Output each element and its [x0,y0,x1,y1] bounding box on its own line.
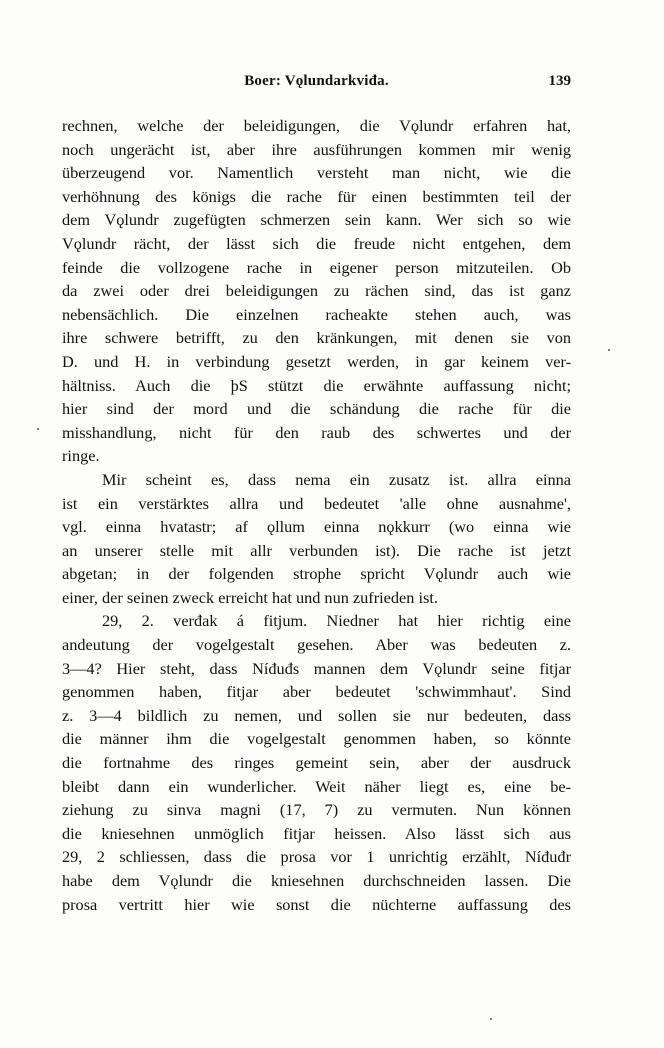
text-line: hier sind der mord und die schändung die rache für die [62,399,571,419]
paper-speck [37,428,39,430]
text-line: nebensächlich. Die einzelnen racheakte stehen auch, was [62,304,571,324]
text-line: Mir scheint es, dass nema ein zusatz ist. allra einna [102,469,571,489]
body-text [62,114,571,916]
text-line: die kniesehnen unmöglich fitjar heissen. Also lässt sich aus [62,823,571,843]
text-line: 29, 2. verđak á fitjum. Niedner hat hier richtig eine [102,611,571,631]
text-line: abgetan; in der folgenden strophe spricht Vǫlundr auch wie [62,564,571,584]
text-line: ihre schwere betrifft, zu den kränkungen, mit denen sie von [62,328,571,348]
text-line: 3—4? Hier steht, dass Níđuđs mannen dem Vǫlundr seine fitjar [62,658,571,678]
text-line: habe dem Vǫlundr die kniesehnen durchschneiden lassen. Die [62,871,571,890]
text-line: noch ungerächt ist, aber ihre ausführungen kommen mir wenig [62,139,571,159]
text-line: überzeugend vor. Namentlich versteht man nicht, wie die [62,163,571,183]
text-line: bleibt dann ein wunderlicher. Weit näher liegt es, eine be- [62,776,571,796]
text-line: andeutung der vogelgestalt gesehen. Aber was bedeuten z. [62,635,571,655]
text-line: z. 3—4 bildlich zu nemen, und sollen sie nur bedeuten, dass [62,705,571,725]
text-line: vgl. einna hvatastr; af ǫllum einna nǫkkurr (wo einna wie [62,517,571,537]
text-line: misshandlung, nicht für den raub des schwertes und der [62,422,571,442]
text-line: die männer ihm die vogelgestalt genommen haben, so könnte [62,729,571,749]
text-line: D. und H. in verbindung gesetzt werden, in gar keinem ver- [62,351,571,371]
text-line: 29, 2 schliessen, dass die prosa vor 1 unrichtig erzählt, Níđuđr [62,847,571,867]
text-line: genommen haben, fitjar aber bedeutet 'schwimmhaut'. Sind [62,682,571,702]
text-line: da zwei oder drei beleidigungen zu rächen sind, das ist ganz [62,281,571,301]
paper-speck [490,1018,492,1020]
text-line: an unserer stelle mit allr verbunden ist). Die rache ist jetzt [62,540,571,560]
text-line: einer, der seinen zweck erreicht hat und nun zufrieden ist. [62,587,438,607]
text-line: ziehung zu sinva magni (17, 7) zu vermuten. Nun können [62,800,571,820]
text-line: ist ein verstärktes allra und bedeutet 'alle ohne ausnahme', [62,493,571,513]
page-number: 139 [548,73,571,89]
text-line: feinde die vollzogene rache in eigener person mitzuteilen. Ob [62,257,571,277]
text-line: Vǫlundr rächt, der lässt sich die freude nicht entgehen, dem [62,233,571,253]
page-header [62,73,571,99]
text-line: rechnen, welche der beleidigungen, die Vǫlundr erfahren hat, [62,116,571,135]
text-line: ringe. [62,446,100,466]
text-line: hältniss. Auch die þS stützt die erwähnte auffassung nicht; [62,375,571,395]
text-line: verhöhnung des königs die rache für einen bestimmten teil der [62,186,571,206]
text-line: dem Vǫlundr zugefügten schmerzen sein kann. Wer sich so wie [62,210,571,230]
text-line: prosa vertritt hier wie sonst die nüchterne auffassung des [62,894,571,914]
text-line: die fortnahme des ringes gemeint sein, aber der ausdruck [62,753,571,773]
running-title: Boer: Vǫlundarkviđa. [244,73,389,89]
paper-speck [608,349,610,351]
